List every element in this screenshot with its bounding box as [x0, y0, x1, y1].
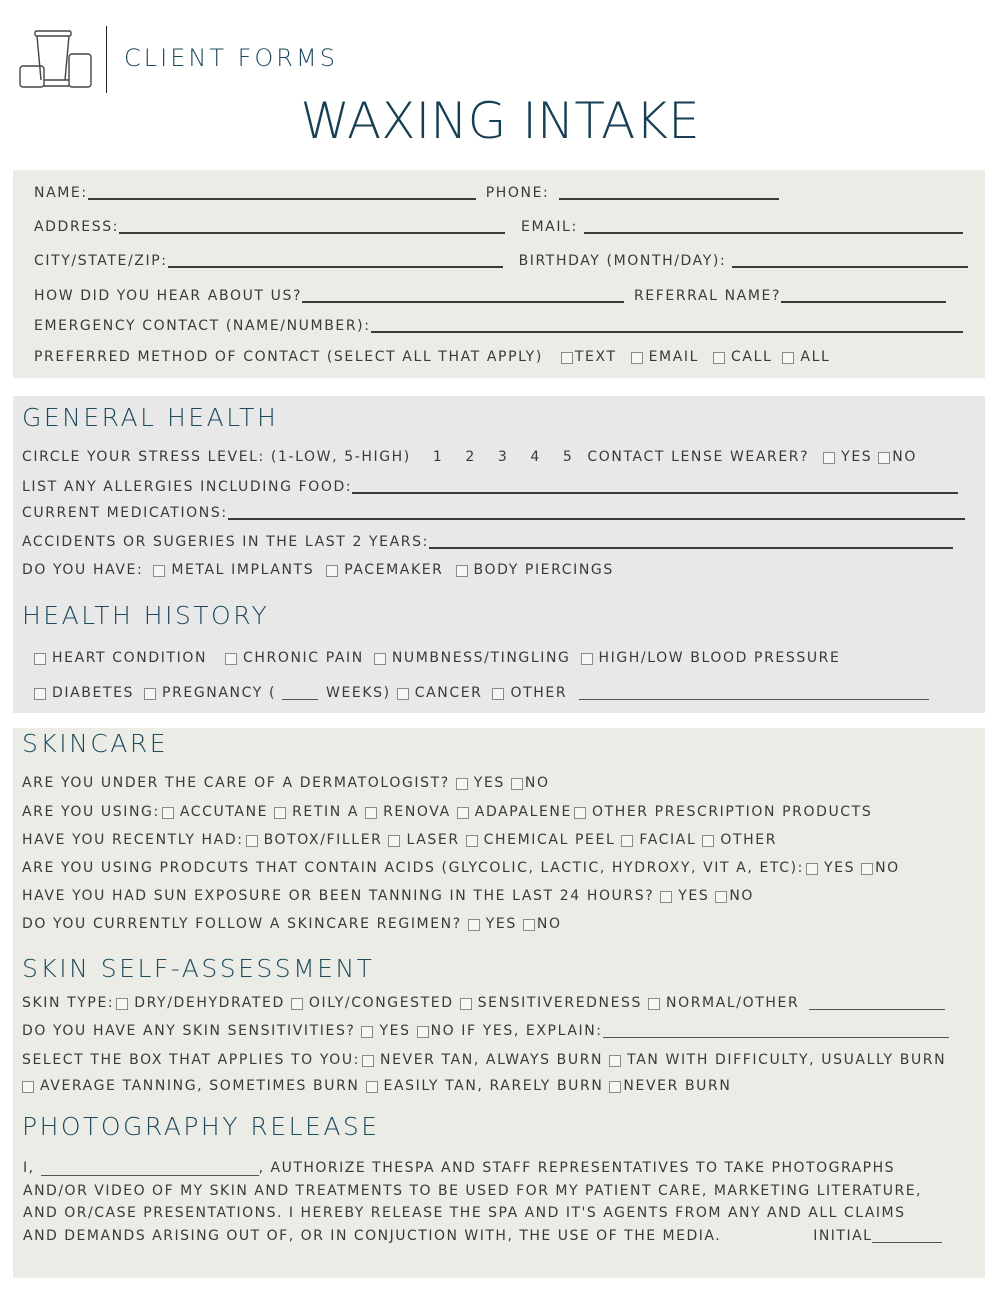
release-line-3: AND OR/CASE PRESENTATIONS. I HEREBY RELEASE THE SPA AND IT'S AGENTS FROM ANY AND ALL CLAIMS — [23, 1205, 906, 1221]
stress-level-3[interactable]: 3 — [497, 449, 509, 465]
oily-option: OILY/CONGESTED — [308, 995, 454, 1011]
regimen-row — [22, 915, 562, 933]
other-condition-option: OTHER — [510, 685, 568, 701]
sensitivities-yes-checkbox[interactable] — [361, 1026, 373, 1038]
regimen-yes-checkbox[interactable] — [468, 919, 480, 931]
chemical-peel-option: CHEMICAL PEEL — [483, 832, 616, 848]
email-option: EMAIL — [648, 349, 700, 365]
tan-difficulty-option: TAN WITH DIFFICULTY, USUALLY BURN — [627, 1052, 947, 1068]
never-tan-option: NEVER TAN, ALWAYS BURN — [380, 1052, 604, 1068]
sensitivities-explain-field[interactable] — [603, 1036, 949, 1038]
contact-lens-yes: YES — [841, 449, 873, 465]
city-field[interactable] — [168, 265, 503, 268]
sun-no: NO — [729, 888, 755, 904]
sensitivities-row — [22, 1022, 949, 1040]
general-health-heading: GENERAL HEALTH — [22, 403, 279, 432]
recently-had-label: HAVE YOU RECENTLY HAD: — [22, 832, 244, 848]
botox-option: BOTOX/FILLER — [263, 832, 383, 848]
cancer-checkbox[interactable] — [397, 688, 409, 700]
emergency-field[interactable] — [371, 330, 963, 333]
metal-implants-option: METAL IMPLANTS — [171, 562, 315, 578]
name-row — [34, 184, 779, 202]
regimen-label: DO YOU CURRENTLY FOLLOW A SKINCARE REGIMEN? — [22, 916, 462, 932]
stress-level-5[interactable]: 5 — [562, 449, 574, 465]
do-you-have-row — [22, 561, 614, 579]
acids-row — [22, 859, 900, 877]
other-prescription-checkbox[interactable] — [574, 807, 586, 819]
dry-checkbox[interactable] — [116, 998, 128, 1010]
accidents-field[interactable] — [429, 546, 953, 549]
pacemaker-option: PACEMAKER — [344, 562, 444, 578]
medications-label: CURRENT MEDICATIONS: — [22, 505, 228, 521]
phone-label: PHONE: — [485, 185, 550, 201]
sensitive-option: SENSITIVEREDNESS — [477, 995, 643, 1011]
normal-option: NORMAL/OTHER — [666, 995, 800, 1011]
botox-checkbox[interactable] — [246, 835, 258, 847]
contact-lens-yes-checkbox[interactable] — [823, 452, 835, 464]
contact-lens-label: CONTACT LENSE WEARER? — [587, 449, 810, 465]
chemical-peel-checkbox[interactable] — [466, 835, 478, 847]
email-checkbox[interactable] — [631, 352, 643, 364]
skin-type-other-field[interactable] — [809, 1008, 945, 1010]
skin-type-row — [22, 994, 945, 1012]
address-field[interactable] — [119, 231, 505, 234]
normal-checkbox[interactable] — [648, 998, 660, 1010]
allergies-row — [22, 478, 958, 496]
health-history-row-2 — [28, 684, 929, 702]
email-label: EMAIL: — [521, 219, 578, 235]
emergency-row — [34, 317, 963, 335]
email-field[interactable] — [584, 231, 963, 234]
address-row — [34, 218, 963, 236]
stress-level-1[interactable]: 1 — [432, 449, 444, 465]
other-condition-field[interactable] — [579, 698, 929, 700]
brand-name: CLIENT FORMS — [124, 44, 338, 72]
never-burn-option: NEVER BURN — [623, 1078, 732, 1094]
allergies-field[interactable] — [352, 491, 958, 494]
blood-pressure-checkbox[interactable] — [581, 653, 593, 665]
name-field[interactable] — [88, 197, 476, 200]
dermatologist-no: NO — [524, 775, 550, 791]
acids-no-checkbox[interactable] — [861, 863, 873, 875]
medications-row — [22, 504, 965, 522]
renova-checkbox[interactable] — [365, 807, 377, 819]
skin-type-label: SKIN TYPE: — [22, 995, 115, 1011]
tan-select-row — [22, 1051, 946, 1069]
sensitivities-label: DO YOU HAVE ANY SKIN SENSITIVITIES? — [22, 1023, 356, 1039]
city-row — [34, 252, 968, 270]
dermatologist-no-checkbox[interactable] — [511, 778, 523, 790]
self-assessment-heading: SKIN SELF-ASSESSMENT — [22, 954, 375, 983]
stress-level-4[interactable]: 4 — [530, 449, 541, 465]
using-label: ARE YOU USING: — [22, 804, 160, 820]
stress-level-2[interactable]: 2 — [465, 449, 476, 465]
oily-checkbox[interactable] — [291, 998, 303, 1010]
city-label: CITY/STATE/ZIP: — [34, 253, 168, 269]
regimen-no-checkbox[interactable] — [523, 919, 535, 931]
skincare-heading: SKINCARE — [22, 729, 169, 758]
using-row — [22, 803, 872, 821]
emergency-label: EMERGENCY CONTACT (NAME/NUMBER): — [34, 318, 371, 334]
never-burn-checkbox[interactable] — [609, 1081, 621, 1093]
average-tan-checkbox[interactable] — [22, 1081, 34, 1093]
sensitivities-explain-label: NO IF YES, EXPLAIN: — [430, 1023, 603, 1039]
tan-difficulty-checkbox[interactable] — [609, 1055, 621, 1067]
address-label: ADDRESS: — [34, 219, 120, 235]
acids-label: ARE YOU USING PRODCUTS THAT CONTAIN ACIDS (GLYCOLIC, LACTIC, HYDROXY, VIT A, ETC): — [22, 860, 804, 876]
diabetes-checkbox[interactable] — [34, 688, 46, 700]
recently-had-row — [22, 831, 777, 849]
all-checkbox[interactable] — [782, 352, 794, 364]
referral-label: REFERRAL NAME? — [633, 288, 781, 304]
acids-yes-checkbox[interactable] — [806, 863, 818, 875]
stress-label: CIRCLE YOUR STRESS LEVEL: (1-LOW, 5-HIGH) — [22, 449, 411, 465]
referral-field[interactable] — [781, 300, 946, 303]
release-line-2: AND/OR VIDEO OF MY SKIN AND TREATMENTS TO BE USED FOR MY PATIENT CARE, MARKETING LITERATURE, — [23, 1182, 922, 1199]
call-checkbox[interactable] — [713, 352, 725, 364]
dermatologist-yes-checkbox[interactable] — [456, 778, 468, 790]
dry-option: DRY/DEHYDRATED — [134, 995, 285, 1011]
average-tan-option: AVERAGE TANNING, SOMETIMES BURN — [40, 1078, 360, 1094]
hear-label: HOW DID YOU HEAR ABOUT US? — [34, 288, 302, 304]
pregnancy-option: PREGNANCY ( — [162, 685, 277, 701]
call-option: CALL — [731, 349, 773, 365]
medications-field[interactable] — [228, 517, 965, 520]
pacemaker-checkbox[interactable] — [326, 565, 338, 577]
numbness-checkbox[interactable] — [374, 653, 386, 665]
body-piercings-checkbox[interactable] — [456, 565, 468, 577]
retin-a-option: RETIN A — [292, 804, 360, 820]
acids-yes: YES — [824, 860, 856, 876]
pregnancy-weeks-field[interactable] — [282, 698, 318, 700]
never-tan-checkbox[interactable] — [362, 1055, 374, 1067]
sun-no-checkbox[interactable] — [715, 891, 727, 903]
skincare-products-icon — [18, 28, 96, 90]
hear-row — [34, 287, 946, 305]
allergies-label: LIST ANY ALLERGIES INCLUDING FOOD: — [22, 479, 353, 495]
initial-field[interactable] — [872, 1241, 942, 1243]
sun-exposure-row — [22, 887, 754, 905]
acids-no: NO — [875, 860, 900, 876]
heart-condition-option: HEART CONDITION — [52, 650, 208, 666]
renova-option: RENOVA — [383, 804, 451, 820]
facial-option: FACIAL — [639, 832, 697, 848]
regimen-yes: YES — [485, 916, 517, 932]
laser-checkbox[interactable] — [388, 835, 400, 847]
heart-condition-checkbox[interactable] — [34, 653, 46, 665]
other-condition-checkbox[interactable] — [492, 688, 504, 700]
retin-a-checkbox[interactable] — [274, 807, 286, 819]
release-line-4: AND DEMANDS ARISING OUT OF, OR IN CONJUCTION WITH, THE USE OF THE MEDIA. — [23, 1227, 722, 1244]
health-history-row-1 — [28, 649, 840, 667]
sun-yes: YES — [678, 888, 710, 904]
accutane-option: ACCUTANE — [179, 804, 269, 820]
accidents-label: ACCIDENTS OR SUGERIES IN THE LAST 2 YEARS: — [22, 534, 429, 550]
photo-release-heading: PHOTOGRAPHY RELEASE — [22, 1112, 380, 1141]
other-prescription-option: OTHER PRESCRIPTION PRODUCTS — [591, 804, 873, 820]
tan-select-label: SELECT THE BOX THAT APPLIES TO YOU: — [22, 1052, 360, 1068]
laser-option: LASER — [406, 832, 460, 848]
dermatologist-yes: YES — [473, 775, 505, 791]
chronic-pain-option: CHRONIC PAIN — [243, 650, 364, 666]
photo-release-text — [23, 1157, 942, 1247]
cancer-option: CANCER — [414, 685, 483, 701]
sun-yes-checkbox[interactable] — [660, 891, 672, 903]
weeks-label: WEEKS) — [326, 685, 391, 701]
tan-select-row-2 — [16, 1077, 731, 1095]
initial-label: INITIAL — [813, 1227, 873, 1244]
phone-field[interactable] — [559, 197, 779, 200]
adapalene-option: ADAPALENE — [474, 804, 572, 820]
header-divider — [106, 26, 107, 93]
dermatologist-row — [22, 774, 550, 792]
sensitive-checkbox[interactable] — [460, 998, 472, 1010]
accidents-row — [22, 533, 953, 551]
other-treatment-checkbox[interactable] — [702, 835, 714, 847]
page-title: WAXING INTAKE — [300, 92, 700, 150]
numbness-option: NUMBNESS/TINGLING — [391, 650, 571, 666]
chronic-pain-checkbox[interactable] — [225, 653, 237, 665]
contact-lens-no-checkbox[interactable] — [878, 452, 890, 464]
birthday-field[interactable] — [732, 265, 968, 268]
adapalene-checkbox[interactable] — [457, 807, 469, 819]
sensitivities-yes: YES — [379, 1023, 411, 1039]
metal-implants-checkbox[interactable] — [153, 565, 165, 577]
easily-tan-checkbox[interactable] — [366, 1081, 378, 1093]
health-history-heading: HEALTH HISTORY — [22, 601, 270, 630]
do-you-have-label: DO YOU HAVE: — [22, 562, 144, 578]
contact-lens-no: NO — [892, 449, 917, 465]
name-label: NAME: — [34, 185, 88, 201]
blood-pressure-option: HIGH/LOW BLOOD PRESSURE — [598, 650, 841, 666]
dermatologist-label: ARE YOU UNDER THE CARE OF A DERMATOLOGIST? — [22, 775, 450, 791]
birthday-label: BIRTHDAY (MONTH/DAY): — [518, 253, 727, 269]
release-name-field[interactable] — [41, 1174, 259, 1176]
preferred-contact-row — [34, 348, 830, 366]
body-piercings-option: BODY PIERCINGS — [473, 562, 614, 578]
regimen-no: NO — [536, 916, 562, 932]
diabetes-option: DIABETES — [52, 685, 135, 701]
all-option: ALL — [800, 349, 831, 365]
easily-tan-option: EASILY TAN, RARELY BURN — [383, 1078, 604, 1094]
hear-field[interactable] — [302, 300, 624, 303]
stress-row — [22, 448, 917, 466]
facial-checkbox[interactable] — [621, 835, 633, 847]
text-option: TEXT — [574, 349, 617, 365]
pregnancy-checkbox[interactable] — [144, 688, 156, 700]
other-treatment-option: OTHER — [720, 832, 778, 848]
text-checkbox[interactable] — [561, 352, 573, 364]
accutane-checkbox[interactable] — [162, 807, 174, 819]
sensitivities-no-checkbox[interactable] — [417, 1026, 429, 1038]
sun-exposure-label: HAVE YOU HAD SUN EXPOSURE OR BEEN TANNING IN THE LAST 24 HOURS? — [22, 888, 655, 904]
release-line-1: , AUTHORIZE THESPA AND STAFF REPRESENTATIVES TO TAKE PHOTOGRAPHS — [258, 1160, 896, 1176]
preferred-label: PREFERRED METHOD OF CONTACT (SELECT ALL THAT APPLY) — [34, 349, 543, 365]
release-i-label: I, — [23, 1160, 35, 1176]
